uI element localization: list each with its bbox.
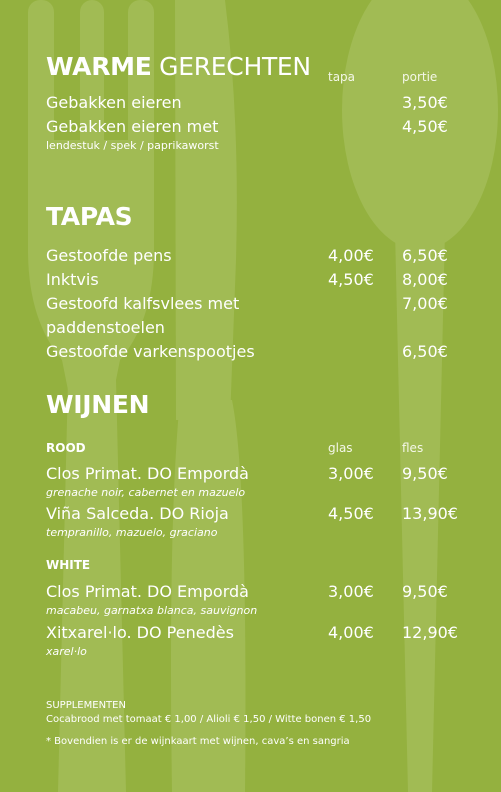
wine-grapes: macabeu, garnatxa blanca, sauvignon [46,604,258,617]
item-price-portie: 6,50€ [402,246,448,265]
wine-grapes: tempranillo, mazuelo, graciano [46,526,218,539]
item-name: Inktvis [46,270,99,289]
menu-item [46,292,486,316]
column-header-fles: fles [402,441,424,455]
supplements-text: Cocabrood met tomaat € 1,00 / Alioli € 1,50 / Witte bonen € 1,50 [46,714,372,725]
item-price-portie: 8,00€ [402,270,448,289]
item-name: Gestoofd kalfsvlees met [46,294,240,313]
item-name: Gestoofde varkenspootjes [46,342,255,361]
wine-price-glas: 4,00€ [328,623,374,642]
wine-price-glas: 3,00€ [328,464,374,483]
wine-grapes: xarel·lo [46,645,87,658]
section-title-bold: WARME [46,52,152,81]
wine-grapes: grenache noir, cabernet en mazuelo [46,486,246,499]
wine-item [46,502,486,526]
menu-item [46,115,486,139]
wine-item [46,621,486,645]
wine-price-fles: 13,90€ [402,504,458,523]
subsection-rood: ROOD [46,441,86,455]
section-title-warme-gerechten [46,53,311,81]
item-name: Gestoofde pens [46,246,172,265]
subsection-white: WHITE [46,558,91,572]
menu-item [46,316,486,340]
item-price-portie: 6,50€ [402,342,448,361]
item-price-portie: 3,50€ [402,93,448,112]
section-title-rest: GERECHTEN [159,52,311,81]
item-name: paddenstoelen [46,318,165,337]
wine-name: Viña Salceda. DO Rioja [46,504,229,523]
section-title-bold: WIJNEN [46,390,150,419]
item-price-tapa: 4,00€ [328,246,374,265]
column-header-tapa: tapa [328,70,356,84]
menu-item [46,340,486,364]
wine-name: Clos Primat. DO Empordà [46,582,249,601]
wine-price-fles: 12,90€ [402,623,458,642]
footnote: * Bovendien is er de wijnkaart met wijnen, cava’s en sangria [46,736,350,747]
wine-name: Xitxarel·lo. DO Penedès [46,623,234,642]
column-header-portie: portie [402,70,438,84]
wine-price-fles: 9,50€ [402,582,448,601]
menu-item [46,244,486,268]
wine-name: Clos Primat. DO Empordà [46,464,249,483]
menu-item [46,91,486,115]
wine-price-fles: 9,50€ [402,464,448,483]
item-name: Gebakken eieren [46,93,182,112]
wine-price-glas: 4,50€ [328,504,374,523]
item-price-portie: 7,00€ [402,294,448,313]
section-title-wijnen [46,391,149,419]
item-price-portie: 4,50€ [402,117,448,136]
item-description: lendestuk / spek / paprikaworst [46,139,219,152]
section-title-bold: TAPAS [46,202,133,231]
item-price-tapa: 4,50€ [328,270,374,289]
section-title-tapas [46,203,132,231]
column-header-glas: glas [328,441,353,455]
menu-item [46,268,486,292]
wine-item [46,462,486,486]
wine-item [46,580,486,604]
item-name: Gebakken eieren met [46,117,219,136]
supplements-title: SUPPLEMENTEN [46,700,126,711]
wine-price-glas: 3,00€ [328,582,374,601]
